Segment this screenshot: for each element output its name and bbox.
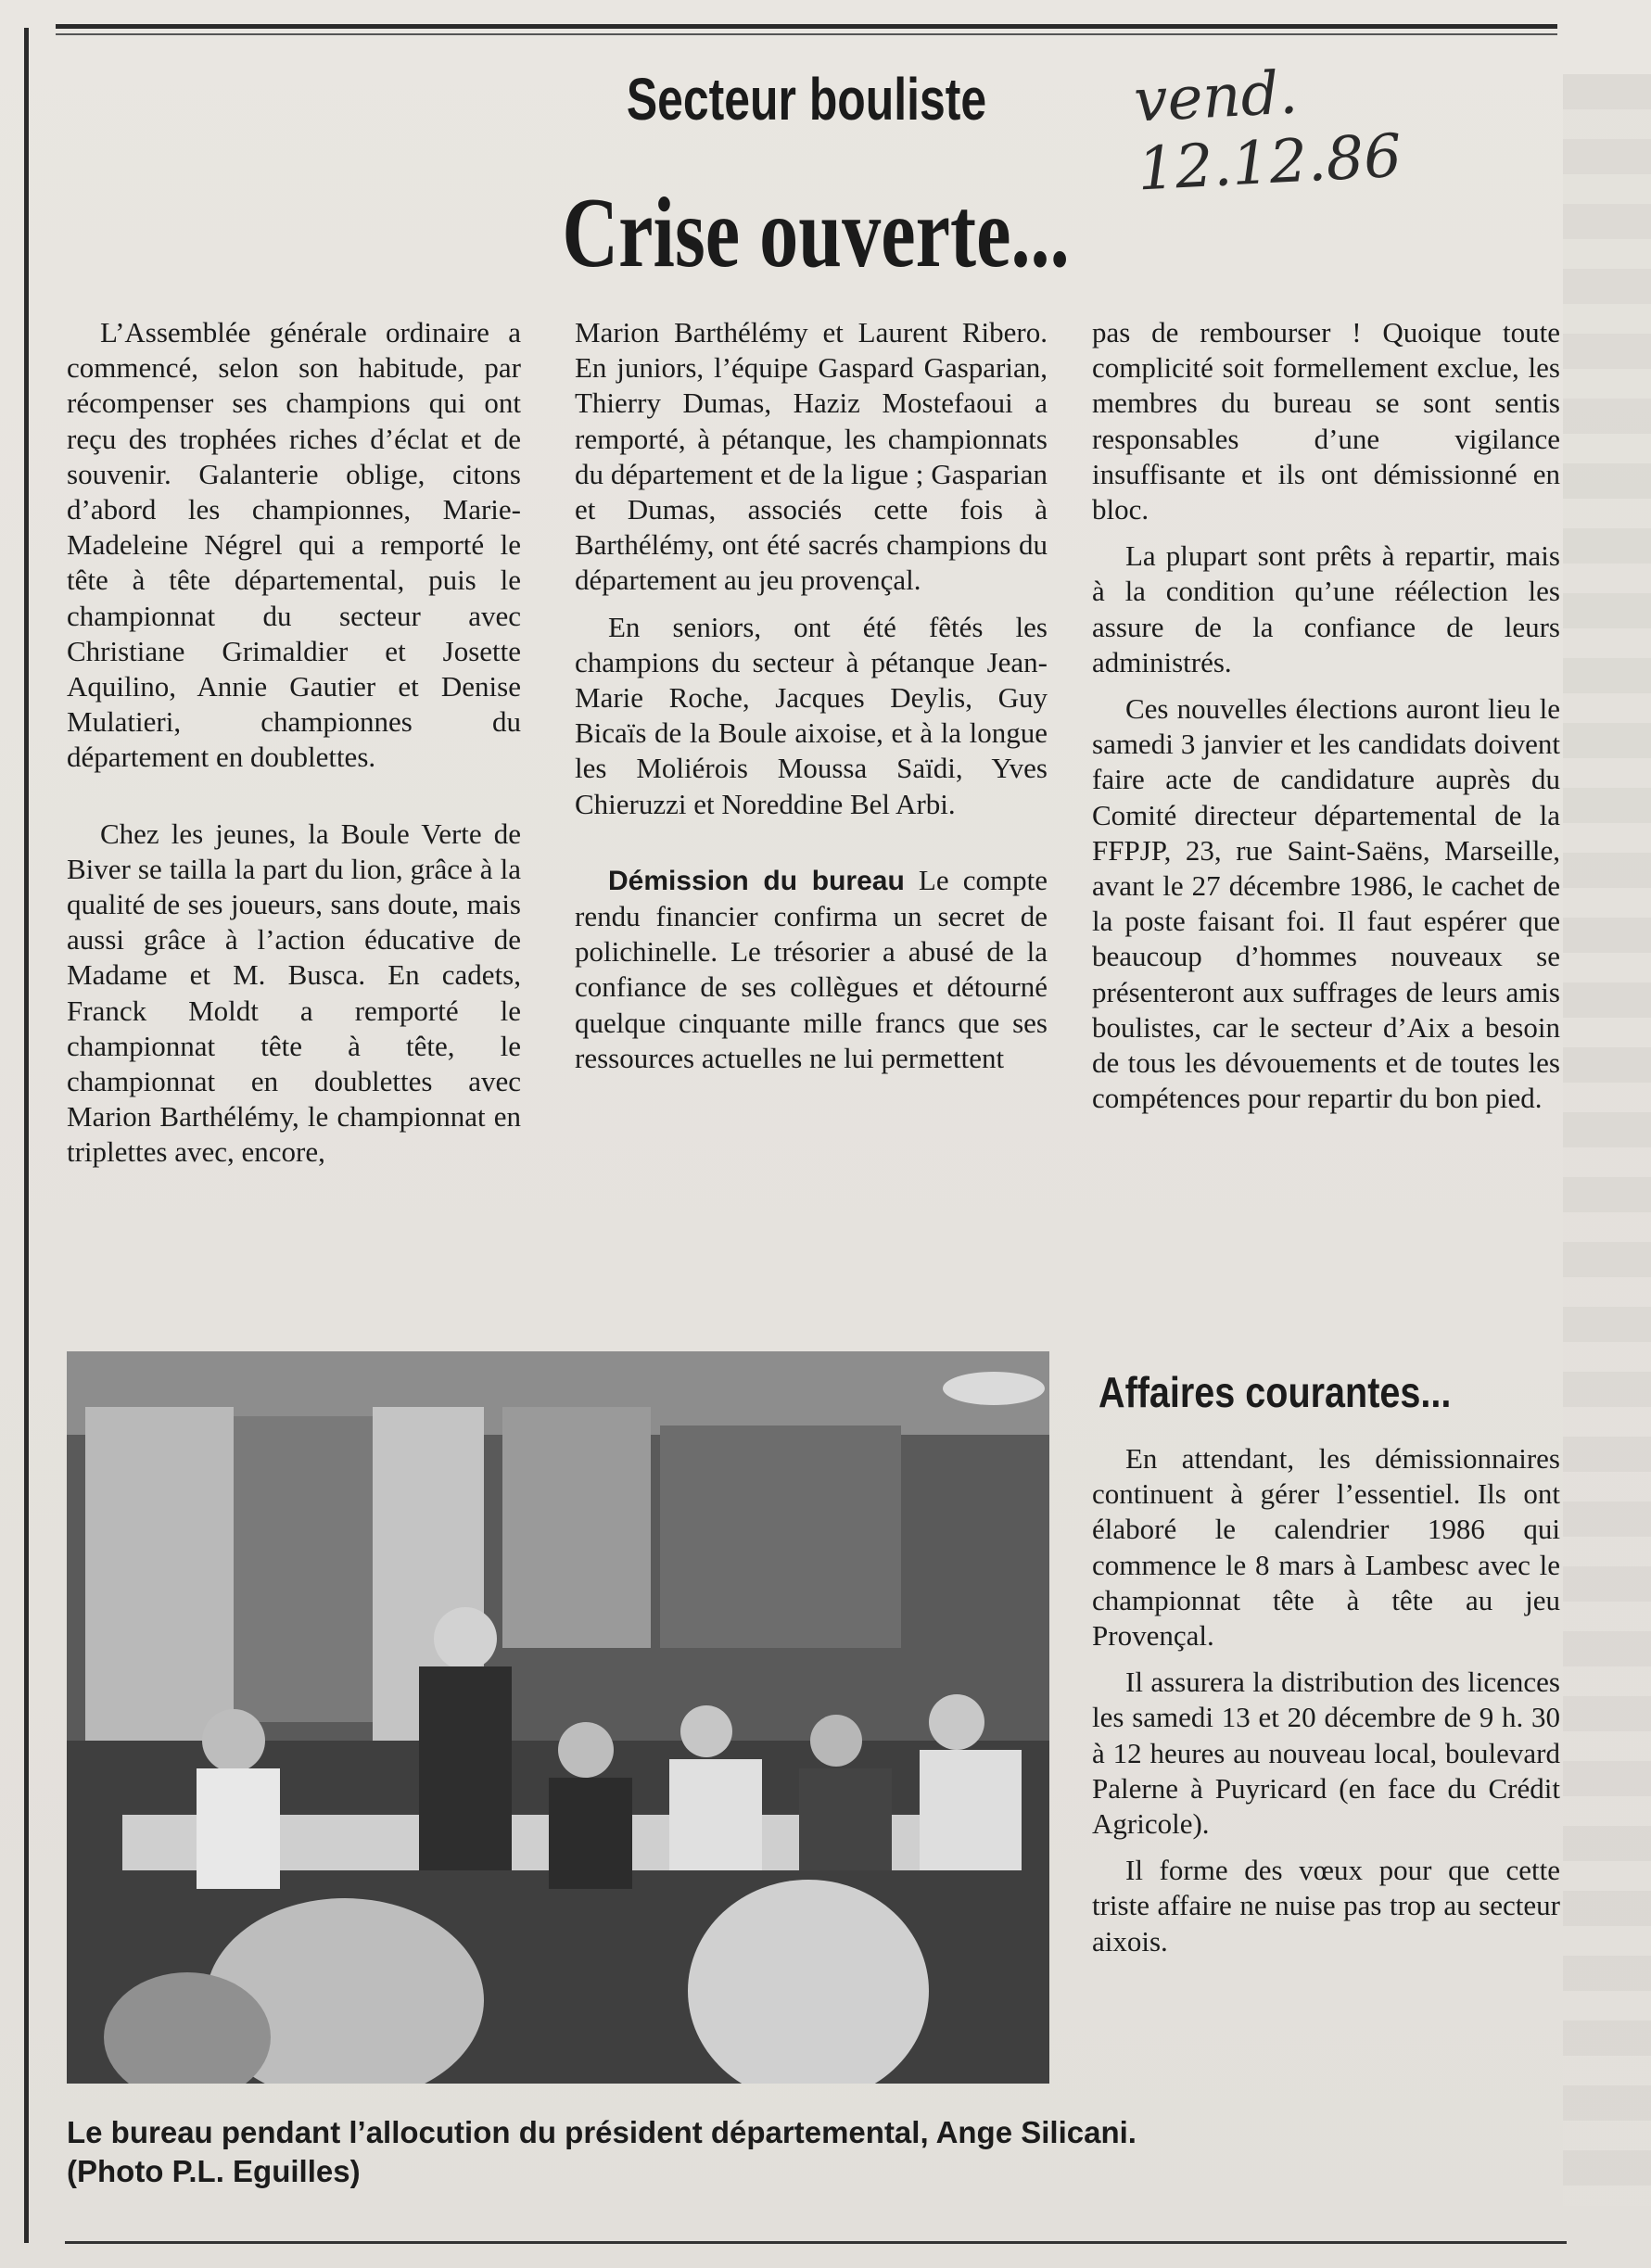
kicker-title: Secteur bouliste	[626, 66, 987, 133]
paragraph: En seniors, ont été fêtés les champions du secteur à pétanque Jean-Marie Roche, Jacques Deylis, Guy Bicaïs de la Boule aixoise, et à la longue les Moliérois Moussa Saïdi, Yves Chieruzzi et Noreddine Bel Arbi.	[575, 610, 1048, 820]
paragraph: Il assurera la distribution des licences les samedi 13 et 20 décembre de 9 h. 30 à 12 heures au nouveau local, boulevard Palerne à Puyricard (en face du Crédit Agricole).	[1092, 1666, 1560, 1841]
adjacent-page-bleed	[1563, 74, 1651, 2206]
article-column-2	[575, 315, 1048, 1076]
photo-credit: (Photo P.L. Eguilles)	[67, 2154, 361, 2188]
paragraph: Il forme des vœux pour que cette triste affaire ne nuise pas trop au secteur aixois.	[1092, 1854, 1560, 1958]
paragraph: En attendant, les démissionnaires continuent à gérer l’essentiel. Ils ont élaboré le calendrier 1986 qui commence le 8 mars à Lambesc avec le championnat tête à tête au jeu Provençal.	[1092, 1442, 1560, 1653]
paragraph: Chez les jeunes, la Boule Verte de Biver se tailla la part du lion, grâce à la qualité de ses joueurs, sans doute, mais aussi grâce à l’action éducative de Madame et M. Busca. En cadets, Franck Moldt a remporté le championnat tête à tête, le championnat en doublettes avec Marion Barthélémy, le championnat en triplettes avec, encore,	[67, 817, 521, 1169]
paragraph: Marion Barthélémy et Laurent Ribero. En juniors, l’équipe Gaspard Gasparian, Thierry Dumas, Haziz Mostefaoui a remporté, à pétanque, les championnats du département et de la ligue ; Gasparian et Dumas, associés cette fois à Barthélémy, ont été sacrés champions du département au jeu provençal.	[575, 316, 1048, 597]
caption-line: Le bureau pendant l’allocution du président départemental, Ange Silicani.	[67, 2115, 1137, 2149]
paragraph: La plupart sont prêts à repartir, mais à la condition qu’une réélection les assure de la confiance de leurs administrés.	[1092, 539, 1560, 678]
headline: Crise ouverte...	[562, 178, 1070, 288]
top-thin-rule	[56, 33, 1557, 35]
left-rule	[24, 28, 29, 2243]
article-column-3	[1092, 315, 1560, 1116]
article-column-4	[1092, 1441, 1560, 1959]
paragraph: Ces nouvelles élections auront lieu le samedi 3 janvier et les candidats doivent faire acte de candidature auprès du Comité directeur départemental de la FFPJP, 23, rue Saint-Saëns, Marseille, avant le 27 décembre 1986, le cachet de la poste faisant foi. Il faut espérer que beaucoup d’hommes nouveaux se présenteront aux suffrages de leurs amis boulistes, car le secteur d’Aix a besoin de tous les dévouements et de toutes les compétences pour repartir du bon pied.	[1092, 692, 1560, 1115]
top-rule	[56, 24, 1557, 29]
paragraph-text: Le compte rendu financier confirma un secret de polichinelle. Le trésorier a abusé de la confiance de ses collègues et détourné quelque cinquante mille francs que ses ressources actuelles ne lui permettent	[575, 863, 1048, 1074]
sidebar-title: Affaires courantes...	[1099, 1368, 1452, 1416]
handwritten-date: vend. 12.12.86	[1132, 58, 1403, 205]
paragraph-with-subhead	[575, 863, 1048, 1076]
meeting-photo	[67, 1351, 1049, 2084]
photo-caption	[67, 2113, 1513, 2191]
photo-illustration	[67, 1351, 1049, 2084]
paragraph: L’Assemblée générale ordinaire a commencé, selon son habitude, par récompenser ses champions qui ont reçu des trophées riches d’éclat et de souvenir. Galanterie oblige, citons d’abord les championnes, Marie-Madeleine Négrel qui a remporté le tête à tête départemental, puis le championnat du secteur avec Christiane Grimaldier et Josette Aquilino, Annie Gautier et Denise Mulatieri, championnes du département en doublettes.	[67, 316, 521, 774]
article-column-1	[67, 315, 521, 1171]
inline-subhead: Démission du bureau	[608, 865, 905, 896]
paragraph: pas de rembourser ! Quoique toute complicité soit formellement exclue, les membres du bureau se sont sentis responsables d’une vigilance insuffisante et ils ont démissionné en bloc.	[1092, 316, 1560, 526]
bottom-rule	[65, 2241, 1567, 2244]
